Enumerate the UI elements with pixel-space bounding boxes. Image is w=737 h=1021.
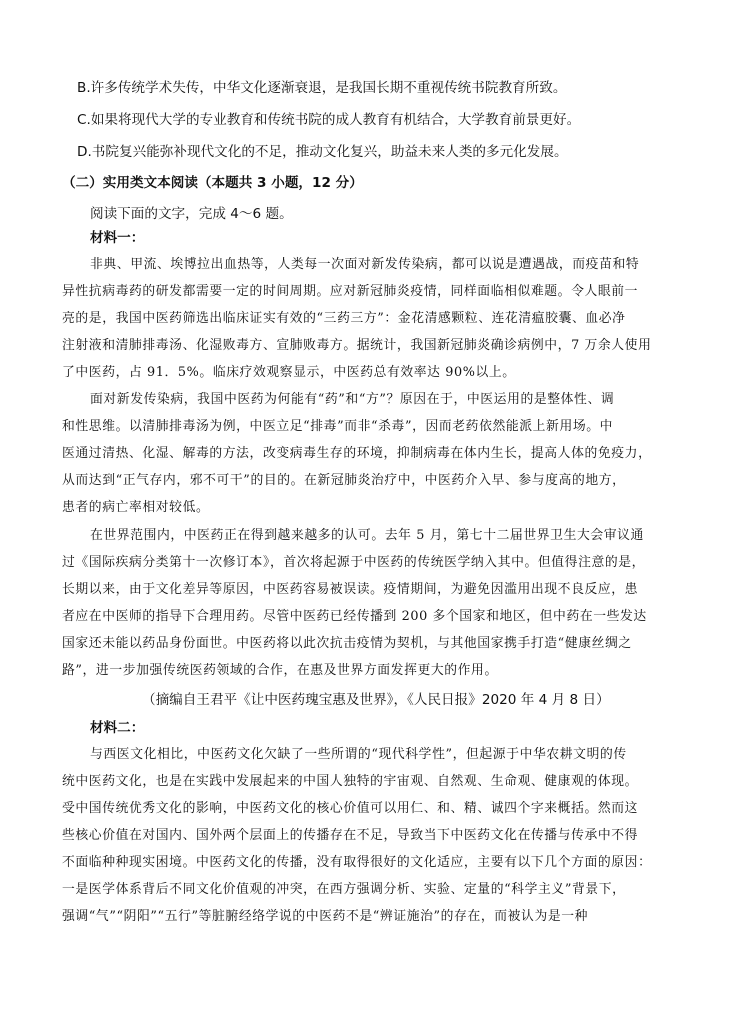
- material-1-line: 注射液和清肺排毒汤、化湿败毒方、宣肺败毒方。据统计，我国新冠肺炎确诊病例中，7 万余人使用: [62, 338, 652, 353]
- material-1-line: 长期以来，由于文化差异等原因，中医药容易被误读。疫情期间，为避免因滥用出现不良反应，患: [62, 582, 639, 597]
- instruction: 阅读下面的文字，完成 4～6 题。: [90, 206, 293, 222]
- material-1-line: 亮的是，我国中医药筛选出临床证实有效的“三药三方”：金花清感颗粒、连花清瘟胶囊、血必净: [62, 311, 626, 326]
- material-1-line: 和性思维。以清肺排毒汤为例，中医立足“排毒”而非“杀毒”，因而老药依然能派上新用场。中: [62, 419, 614, 434]
- material-1-line: 医通过清热、化湿、解毒的方法，改变病毒生存的环境，抑制病毒在体内生长，提高人体的免疫力，: [62, 446, 652, 461]
- material-1-line: 者应在中医师的指导下合理用药。尽管中医药已经传播到 200 多个国家和地区，但中药在一些发达: [62, 609, 647, 624]
- material-1-line: 患者的病亡率相对较低。: [62, 500, 210, 515]
- material-2-line: 不面临种种现实困境。中医药文化的传播，没有取得很好的文化适应，主要有以下几个方面的原因：: [62, 855, 652, 870]
- material-1-line: 非典、甲流、埃博拉出血热等，人类每一次面对新发传染病，都可以说是遭遇战，而疫苗和特: [90, 257, 640, 272]
- option-c: C.如果将现代大学的专业教育和传统书院的成人教育有机结合，大学教育前景更好。: [77, 112, 581, 128]
- material-2-line: 些核心价值在对国内、国外两个层面上的传播存在不足，导致当下中医药文化在传播与传承中不得: [62, 828, 639, 843]
- material-1-line: 了中医药，占 91．5%。临床疗效观察显示，中医药总有效率达 90%以上。: [62, 365, 516, 380]
- option-d: D.书院复兴能弥补现代文化的不足，推动文化复兴，助益未来人类的多元化发展。: [77, 144, 568, 160]
- material-1-line: 路”，进一步加强传统医药领域的合作，在惠及世界方面发挥更大的作用。: [62, 663, 498, 678]
- material-1-label: 材料一：: [90, 230, 145, 246]
- section-heading: （二）实用类文本阅读（本题共 3 小题，12 分）: [62, 175, 363, 191]
- material-1-line: 过《国际疾病分类第十一次修订本》，首次将起源于中医药的传统医学纳入其中。但值得注意的是，: [62, 555, 646, 570]
- option-b: B.许多传统学术失传，中华文化逐渐衰退，是我国长期不重视传统书院教育所致。: [77, 80, 567, 96]
- material-1-line: 从而达到“正气存内，邪不可干”的目的。在新冠肺炎治疗中，中医药介入早、参与度高的地方，: [62, 473, 626, 488]
- material-2-line: 受中国传统优秀文化的影响，中医药文化的核心价值可以用仁、和、精、诚四个字来概括。然而这: [62, 801, 639, 816]
- material-1-line: 异性抗病毒药的研发都需要一定的时间周期。应对新冠肺炎疫情，同样面临相似难题。令人眼前一: [62, 284, 639, 299]
- material-1-line: 国家还未能以药品身份面世。中医药将以此次抗击疫情为契机，与其他国家携手打造“健康丝绸之: [62, 636, 632, 651]
- material-2-line: 强调“气”“阴阳”“五行”等脏腑经络学说的中医药不是“辨证施治”的存在，而被认为是一种: [62, 909, 589, 924]
- material-1-line: 面对新发传染病，我国中医药为何能有“药”和“方”？原因在于，中医运用的是整体性、调: [90, 392, 615, 407]
- material-2-line: 一是医学体系背后不同文化价值观的冲突，在西方强调分析、实验、定量的“科学主义”背景下，: [62, 882, 626, 897]
- material-1-source: （摘编自王君平《让中医药瑰宝惠及世界》，《人民日报》2020 年 4 月 8 日）: [142, 692, 610, 708]
- material-2-line: 与西医文化相比，中医药文化欠缺了一些所谓的“现代科学性”，但起源于中华农耕文明的传: [90, 747, 627, 762]
- material-2-label: 材料二：: [90, 720, 145, 736]
- material-1-line: 在世界范围内，中医药正在得到越来越多的认可。去年 5 月，第七十二届世界卫生大会审议通: [90, 528, 644, 543]
- material-2-line: 统中医药文化，也是在实践中发展起来的中国人独特的宇宙观、自然观、生命观、健康观的体现。: [62, 774, 639, 789]
